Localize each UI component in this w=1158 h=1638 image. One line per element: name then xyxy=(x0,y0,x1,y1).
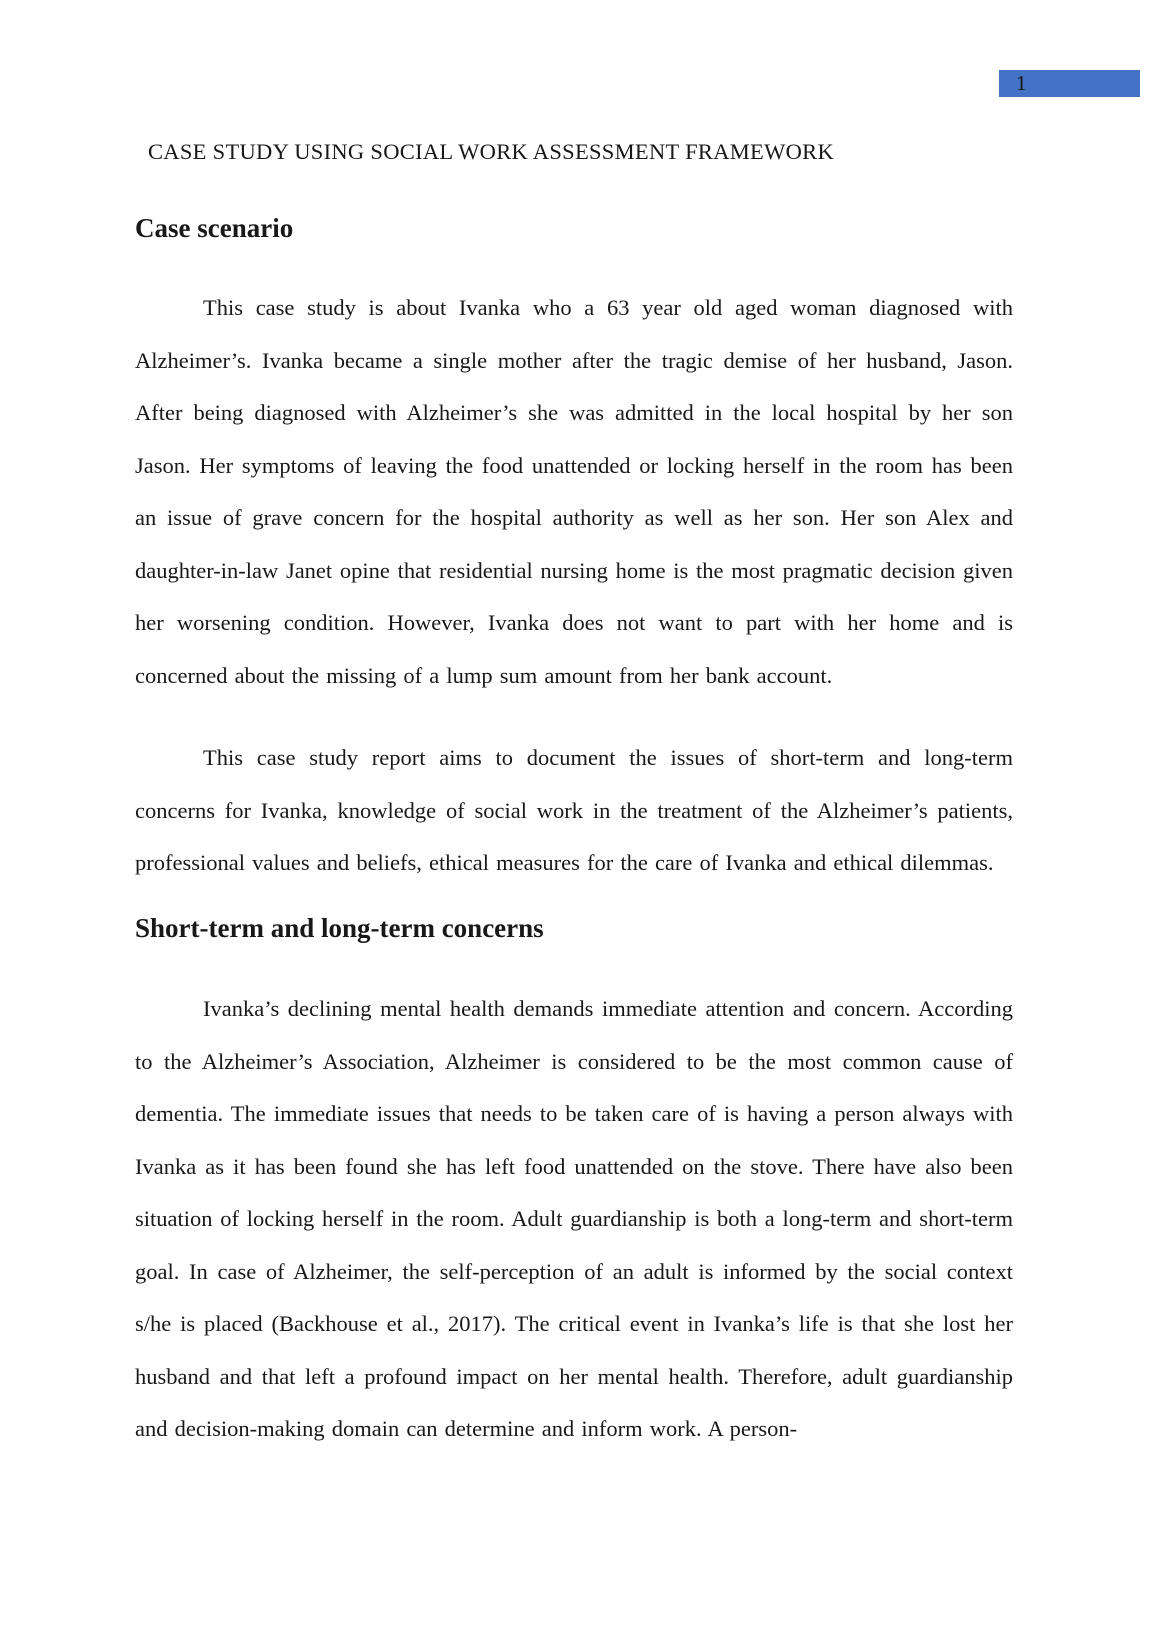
running-head: CASE STUDY USING SOCIAL WORK ASSESSMENT FRAMEWORK xyxy=(148,139,835,164)
section-heading-short-long-term-concerns: Short-term and long-term concerns xyxy=(135,913,544,943)
paragraph-case-scenario-2: This case study report aims to document the issues of short-term and long-term concerns for Ivanka, knowledge of social work in the treatment of the Alzheimer’s patients, professional values and beliefs, ethical measures for the care of Ivanka and ethical dilemmas. xyxy=(135,745,1013,875)
paragraph-short-long-term-1: Ivanka’s declining mental health demands immediate attention and concern. According to the Alzheimer’s Association, Alzheimer is considered to be the most common cause of dementia. The immediate issues that needs to be taken care of is having a person always with Ivanka as it has been found she has left food unattended on the stove. There have also been situation of locking herself in the room. Adult guardianship is both a long-term and short-term goal. In case of Alzheimer, the self-perception of an adult is informed by the social context s/he is placed (Backhouse et al., 2017). The critical event in Ivanka’s life is that she lost her husband and that left a profound impact on her mental health. Therefore, adult guardianship and decision-making domain can determine and inform work. A person- xyxy=(135,996,1013,1441)
paragraph-case-scenario-1: This case study is about Ivanka who a 63 year old aged woman diagnosed with Alzheimer’s. Ivanka became a single mother after the tragic demise of her husband, Jason. After being diagnosed with Alzheimer’s she was admitted in the local hospital by her son Jason. Her symptoms of leaving the food unattended or locking herself in the room has been an issue of grave concern for the hospital authority as well as her son. Her son Alex and daughter-in-law Janet opine that residential nursing home is the most pragmatic decision given her worsening condition. However, Ivanka does not want to part with her home and is concerned about the missing of a lump sum amount from her bank account. xyxy=(135,295,1013,688)
section-heading-case-scenario: Case scenario xyxy=(135,213,294,243)
page-number-badge xyxy=(999,70,1140,97)
page-number: 1 xyxy=(1016,71,1027,95)
